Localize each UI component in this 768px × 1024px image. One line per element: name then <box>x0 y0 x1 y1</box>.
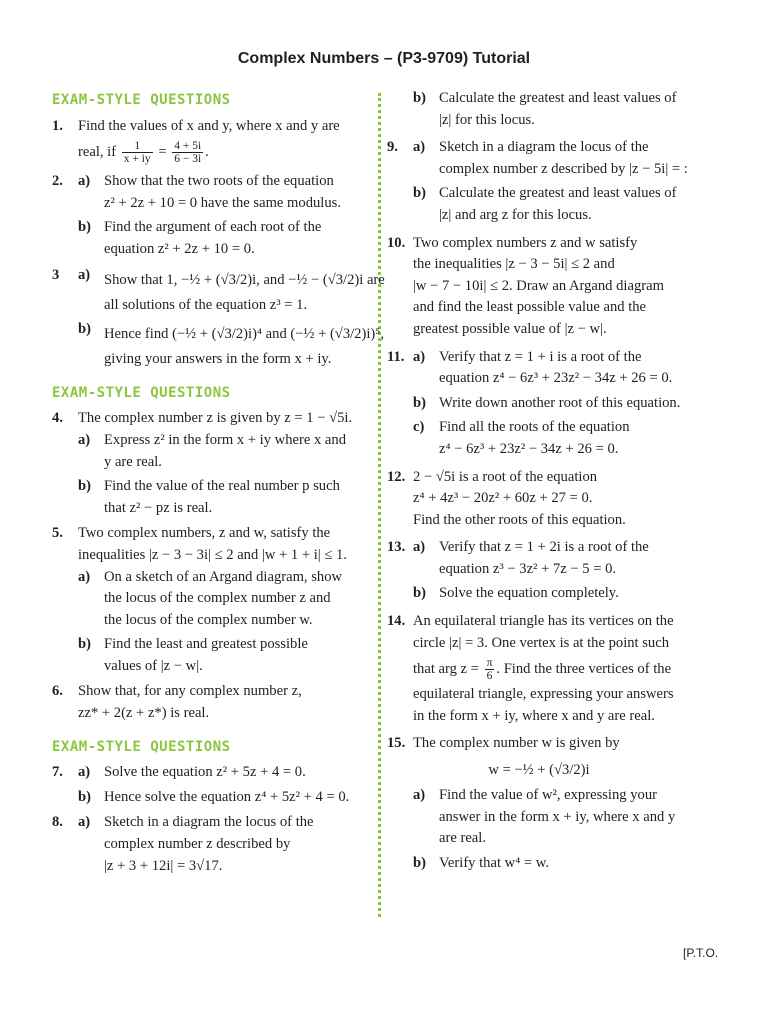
question-number: 2. <box>52 173 63 190</box>
question-8-continued <box>387 88 705 131</box>
question-number: 14. <box>387 613 406 630</box>
question-15: 15. The complex number w is given by w = −½ + (√3/2)i a) Find the value of w², expressing your answer in the form x + iy, where x and y are real. b) Verify that w⁴ = w. <box>387 733 705 874</box>
right-column <box>387 88 705 878</box>
fraction: $\frac{4 + 5i}{6 - 3i}$ <box>174 140 202 166</box>
equation: w = −½ + (√3/2)i <box>488 762 590 779</box>
section-heading: EXAM-STYLE QUESTIONS <box>52 738 231 755</box>
section-heading: EXAM-STYLE QUESTIONS <box>52 384 231 401</box>
subpart-b: b) Hence find (−½ + (√3/2)i)⁴ and (−½ + (√3/2)i)⁵, giving your answers in the form x + iy. <box>78 321 384 368</box>
subpart-b: b) Calculate the greatest and least values of |z| and arg z for this locus. <box>413 185 677 223</box>
question-number: 10. <box>387 234 406 251</box>
question-13 <box>387 537 705 605</box>
subpart-b: b) Find the argument of each root of the equation z² + 2z + 10 = 0. <box>78 219 322 257</box>
subpart-a: a) Show that the two roots of the equation z² + 2z + 10 = 0 have the same modulus. <box>78 173 341 211</box>
subpart-b: b) Verify that w⁴ = w. <box>413 854 550 871</box>
left-column <box>52 88 385 881</box>
question-number: 7. <box>52 764 63 781</box>
question-1: 1. Find the values of x and y, where x and y are real, if $\frac{1}{x + iy}$ = $\frac{4 + 5i}{6 - 3i}$ . <box>52 117 340 166</box>
subpart-b: b) Find the value of the real number p such that z² − pz is real. <box>78 478 340 516</box>
question-number: 13. <box>387 539 406 556</box>
question-number: 5. <box>52 525 63 542</box>
subpart-b: b) Find the least and greatest possible values of |z − w|. <box>78 636 308 674</box>
subpart-a: a) Express z² in the form x + iy where x and y are real. <box>78 431 346 470</box>
subpart-b: b) Hence solve the equation z⁴ + 5z² + 4 = 0. <box>78 788 350 805</box>
fraction: $\frac{\pi}{6}$ <box>486 657 493 683</box>
question-10: 10. Two complex numbers z and w satisfy the inequalities |z − 3 − 5i| ≤ 2 and |w − 7 − 10i| ≤ 2. Draw an Argand diagram and find the least possible value and the greatest possible value of |z − w|. <box>387 234 664 337</box>
page-title: Complex Numbers – (P3-9709) Tutorial <box>237 50 531 67</box>
subpart-a: a) Find the value of w², expressing your answer in the form x + iy, where x and y are real. <box>413 787 676 847</box>
question-8 <box>52 812 370 877</box>
question-number: 11. <box>387 348 405 365</box>
question-3 <box>52 265 385 371</box>
column-divider <box>378 93 381 917</box>
question-6: 6. Show that, for any complex number z, zz* + 2(z + z*) is real. <box>52 683 302 722</box>
subpart-a: a) Verify that z = 1 + i is a root of the equation z⁴ − 6z³ + 23z² − 34z + 26 = 0. <box>413 348 673 387</box>
subpart-a: a) Sketch in a diagram the locus of the complex number z described by |z − 5i| = : <box>413 139 688 177</box>
question-14: 14. An equilateral triangle has its vertices on the circle |z| = 3. One vertex is at the point such that arg z = $\frac{\pi}{6}$ . Find the three vertices of the equilateral triangle, expressing your answers in the form x + iy, where x and y are real. <box>387 613 674 724</box>
question-9 <box>387 137 705 226</box>
fraction: $\frac{1}{x + iy}$ <box>123 140 151 166</box>
question-number: 8. <box>52 814 63 831</box>
page-turn-note: [P.T.O. <box>683 946 719 960</box>
subpart-a: a) Verify that z = 1 + 2i is a root of the equation z³ − 3z² + 7z − 5 = 0. <box>413 539 649 577</box>
question-number: 15. <box>387 735 406 752</box>
question-number: 12. <box>387 468 406 485</box>
subpart-a: a) Sketch in a diagram the locus of the complex number z described by |z + 3 + 12i| = 3√17. <box>78 814 314 874</box>
subpart-b: b) Solve the equation completely. <box>413 585 619 602</box>
subpart-a: a) Solve the equation z² + 5z + 4 = 0. <box>78 764 306 781</box>
question-5: 5. Two complex numbers, z and w, satisfy the inequalities |z − 3 − 3i| ≤ 2 and |w + 1 + i| ≤ 1. a) On a sketch of an Argand diagram, show the locus of the complex number z and the locus of the complex number w. b) Find the least and greatest possible values of |z − w|. <box>52 523 370 677</box>
question-number: 3 <box>52 266 60 283</box>
question-number: 6. <box>52 683 63 700</box>
section-heading: EXAM-STYLE QUESTIONS <box>52 92 231 108</box>
subpart-b: b) Calculate the greatest and least values of |z| for this locus. <box>413 90 677 128</box>
question-12: 12. 2 − √5i is a root of the equation z⁴ + 4z³ − 20z² + 60z + 27 = 0. Find the other roots of this equation. <box>387 468 626 528</box>
question-7 <box>52 762 370 808</box>
subpart-b: b) Write down another root of this equation. <box>413 394 681 411</box>
question-number: 9. <box>387 139 398 156</box>
subpart-c: c) Find all the roots of the equation z⁴ − 6z³ + 23z² − 34z + 26 = 0. <box>413 419 630 457</box>
question-number: 4. <box>52 410 63 427</box>
question-number: 1. <box>52 117 63 134</box>
subpart-a: a) Show that 1, −½ + (√3/2)i, and −½ − (√3/2)i are all solutions of the equation z³ = 1. <box>78 266 385 313</box>
subpart-a: a) On a sketch of an Argand diagram, show the locus of the complex number z and the locus of the complex number w. <box>78 568 343 628</box>
question-4: 4. The complex number z is given by z = 1 − √5i. a) Express z² in the form x + iy where x and y are real. b) Find the value of the real number p such that z² − pz is real. <box>52 408 370 519</box>
question-11 <box>387 347 705 461</box>
question-2 <box>52 171 370 260</box>
